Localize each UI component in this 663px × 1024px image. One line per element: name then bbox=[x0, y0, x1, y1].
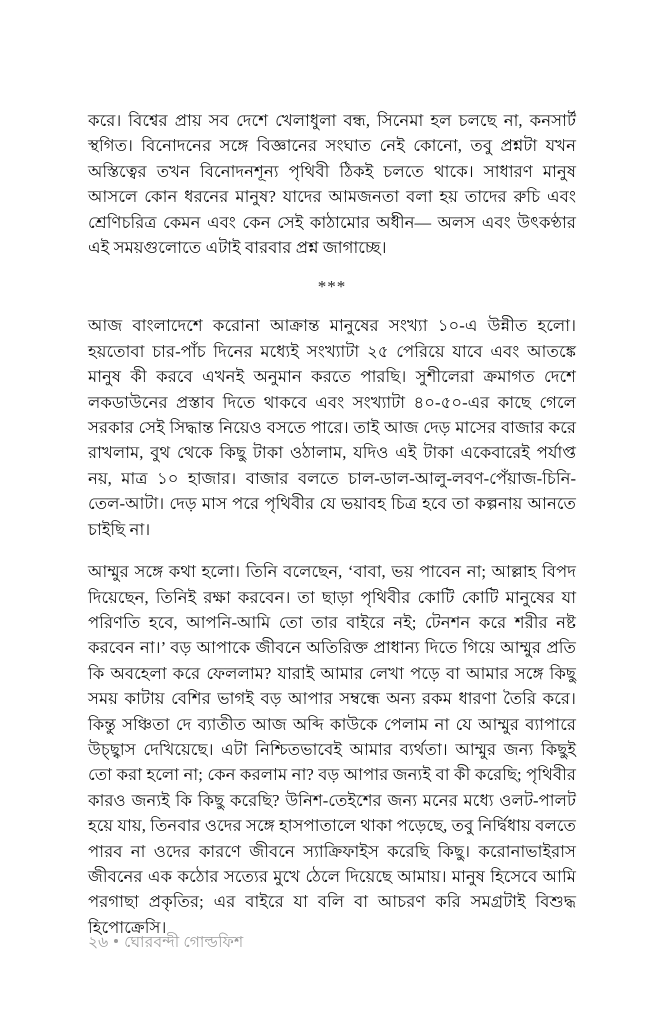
paragraph-2: আজ বাংলাদেশে করোনা আক্রান্ত মানুষের সংখ্যা ১০-এ উন্নীত হলো। হয়তোবা চার-পাঁচ দিনের মধ্যেই সংখ্যাটা ২৫ পেরিয়ে যাবে এবং আতঙ্কে মানুষ কী করবে এখনই অনুমান করতে পারছি। সুশীলেরা ক্রমাগত দেশে লকডাউনের প্রস্তাব দিতে থাকবে এবং সংখ্যাটা ৪০-৫০-এর কাছে গেলে সরকার সেই সিদ্ধান্ত নিয়েও বসতে পারে। তাই আজ দেড় মাসের বাজার করে রাখলাম, বুথ থেকে কিছু টাকা ওঠালাম, যদিও এই টাকা একেবারেই পর্যাপ্ত নয়, মাত্র ১০ হাজার। বাজার বলতে চাল-ডাল-আলু-লবণ-পেঁয়াজ-চিনি-তেল-আটা। দেড় মাস পরে পৃথিবীর যে ভয়াবহ চিত্র হবে তা কল্পনায় আনতে চাইছি না। bbox=[88, 316, 576, 539]
paragraph-3: আম্মুর সঙ্গে কথা হলো। তিনি বলেছেন, ‘বাবা, ভয় পাবেন না; আল্লাহ বিপদ দিয়েছেন, তিনিই রক্ষা করবেন। তা ছাড়া পৃথিবীর কোটি কোটি মানুষের যা পরিণতি হবে, আপনি-আমি তো তার বাইরে নই; টেনশন করে শরীর নষ্ট করবেন না।’ বড় আপাকে জীবনে অতিরিক্ত প্রাধান্য দিতে গিয়ে আম্মুর প্রতি কি অবহেলা করে ফেললাম? যারাই আমার লেখা পড়ে বা আমার সঙ্গে কিছু সময় কাটায় বেশির ভাগই বড় আপার সম্বন্ধে অন্য রকম ধারণা তৈরি করে। কিন্তু সঞ্চিতা দে ব্যাতীত আজ অব্দি কাউকে পেলাম না যে আম্মুর ব্যাপারে উচ্ছ্বাস দেখিয়েছে। এটা নিশ্চিতভাবেই আমার ব্যর্থতা। আম্মুর জন্য কিছুই তো করা হলো না; কেন করলাম না? বড় আপার জন্যই বা কী করেছি; পৃথিবীর কারও জন্যই কি কিছু করেছি? উনিশ-তেইশের জন্য মনের মধ্যে ওলট-পালট হয়ে যায়, তিনবার ওদের সঙ্গে হাসপাতালে থাকা পড়েছে, তবু নির্দ্বিধায় বলতে পারব না ওদের কারণে জীবনে স্যাক্রিফাইস করেছি কিছু। করোনাভাইরাস জীবনের এক কঠোর সত্যের মুখে ঠেলে দিয়েছে আমায়। মানুষ হিসেবে আমি পরগাছা প্রকৃতির; এর বাইরে যা বলি বা আচরণ করি সমগ্রটাই বিশুদ্ধ হিপোক্রেসি। bbox=[88, 562, 576, 937]
book-title: ঘোরবন্দী গোল্ডফিশ bbox=[124, 934, 244, 951]
page-footer bbox=[88, 933, 243, 953]
page-text-column bbox=[88, 108, 576, 940]
page-number: ২৬ bbox=[88, 934, 109, 951]
section-separator: *** bbox=[317, 277, 347, 297]
paragraph-1: করে। বিশ্বের প্রায় সব দেশে খেলাধুলা বন্ধ, সিনেমা হল চলছে না, কনসার্ট স্থগিত। বিনোদনের সঙ্গে বিজ্ঞানের সংঘাত নেই কোনো, তবু প্রশ্নটা যখন অস্তিত্বের তখন বিনোদনশূন্য পৃথিবী ঠিকই চলতে থাকে। সাধারণ মানুষ আসলে কোন ধরনের মানুষ? যাদের আমজনতা বলা হয় তাদের রুচি এবং শ্রেণিচরিত্র কেমন এবং কেন সেই কাঠামোর অধীন— অলস এবং উৎকণ্ঠার এই সময়গুলোতে এটাই বারবার প্রশ্ন জাগাচ্ছে। bbox=[88, 111, 576, 258]
bullet-separator-icon bbox=[114, 939, 118, 943]
